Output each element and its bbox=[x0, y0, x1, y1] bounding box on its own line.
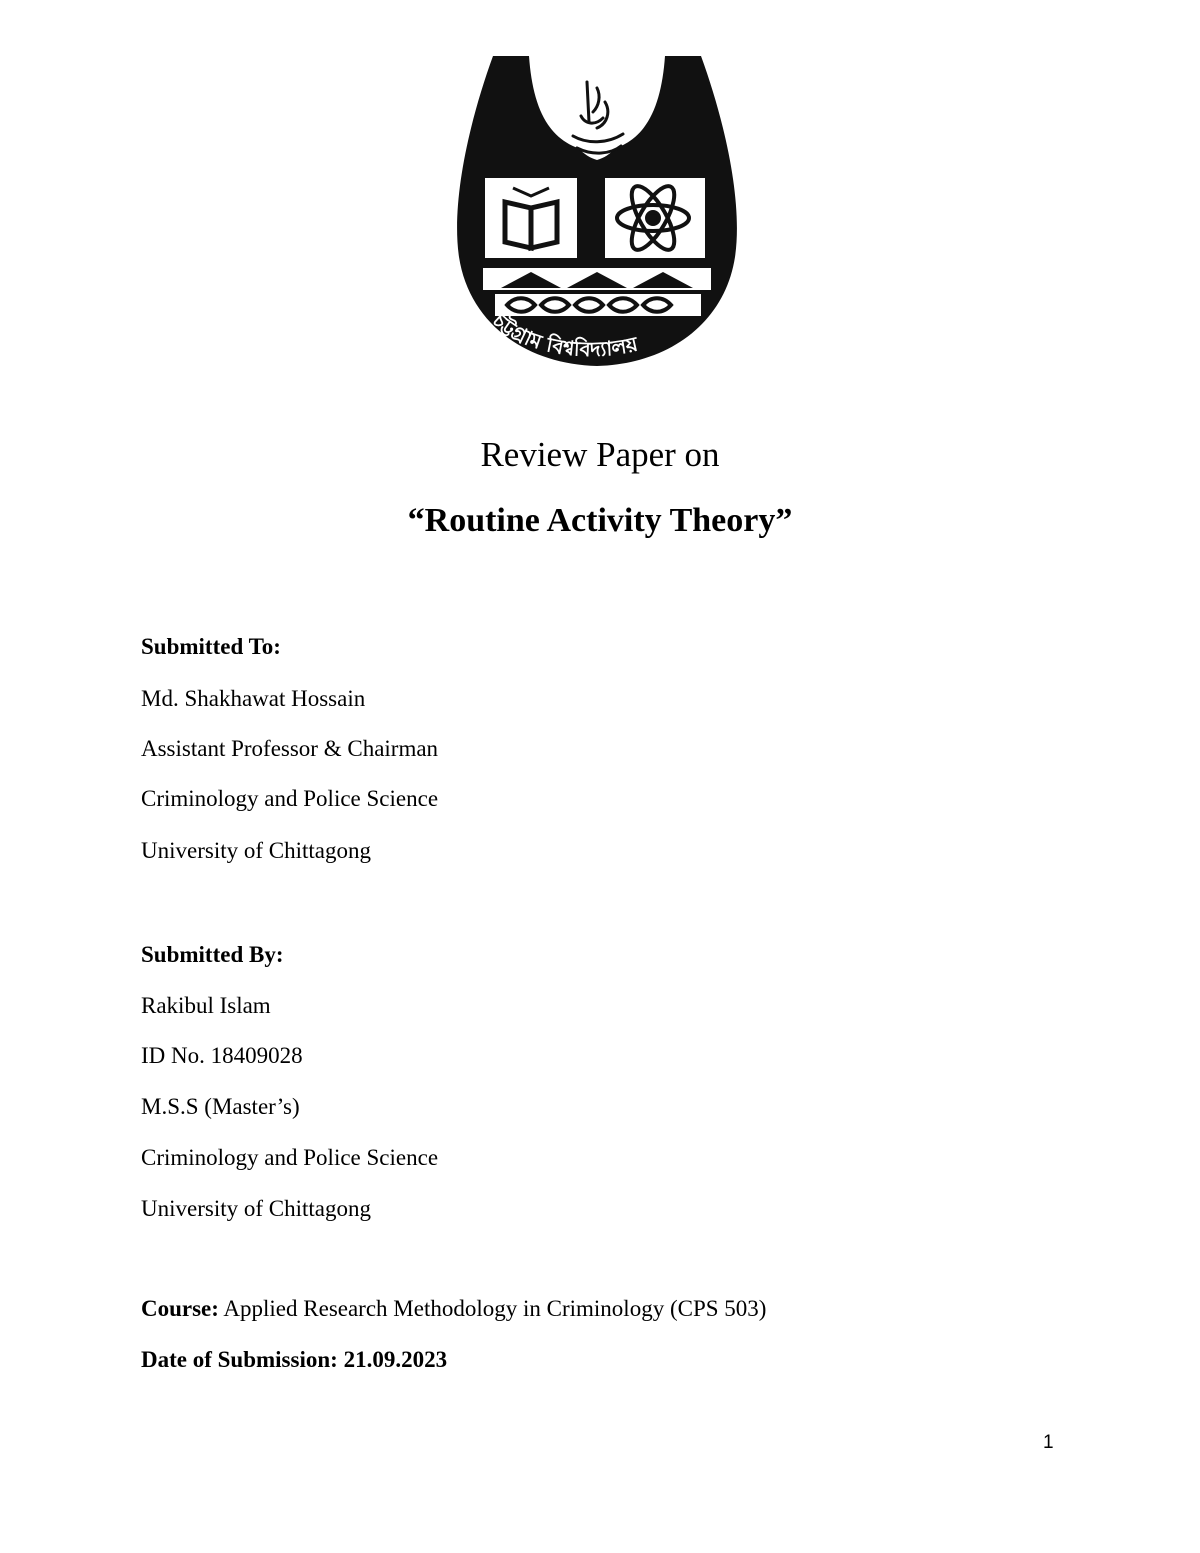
student-name: Rakibul Islam bbox=[141, 993, 271, 1018]
supervisor-position: Assistant Professor & Chairman bbox=[141, 736, 439, 761]
student-id: ID No. 18409028 bbox=[141, 1043, 303, 1068]
supervisor-name: Md. Shakhawat Hossain bbox=[141, 686, 366, 711]
submission-date-value: 21.09.2023 bbox=[343, 1347, 448, 1372]
student-department: Criminology and Police Science bbox=[141, 1145, 439, 1170]
university-seal-logo bbox=[455, 52, 739, 368]
supervisor-department: Criminology and Police Science bbox=[141, 786, 439, 811]
course-label: Course: bbox=[141, 1296, 219, 1321]
course-value: Applied Research Methodology in Criminology (CPS 503) bbox=[218, 1296, 767, 1321]
page-number: 1 bbox=[1043, 1432, 1054, 1453]
student-degree: M.S.S (Master’s) bbox=[141, 1094, 300, 1119]
student-university: University of Chittagong bbox=[141, 1196, 371, 1221]
document-title: Review Paper on bbox=[480, 435, 720, 474]
submission-date-label: Date of Submission: bbox=[141, 1347, 344, 1372]
supervisor-university: University of Chittagong bbox=[141, 838, 371, 863]
course-line bbox=[141, 1294, 766, 1324]
submission-date-line bbox=[141, 1345, 447, 1375]
submitted-by-heading: Submitted By: bbox=[141, 942, 284, 967]
submitted-to-heading: Submitted To: bbox=[141, 634, 281, 659]
document-subtitle: “Routine Activity Theory” bbox=[407, 502, 793, 539]
seal-inscription: চট্টগ্রাম বিশ্ববিদ্যালয় bbox=[487, 308, 640, 362]
